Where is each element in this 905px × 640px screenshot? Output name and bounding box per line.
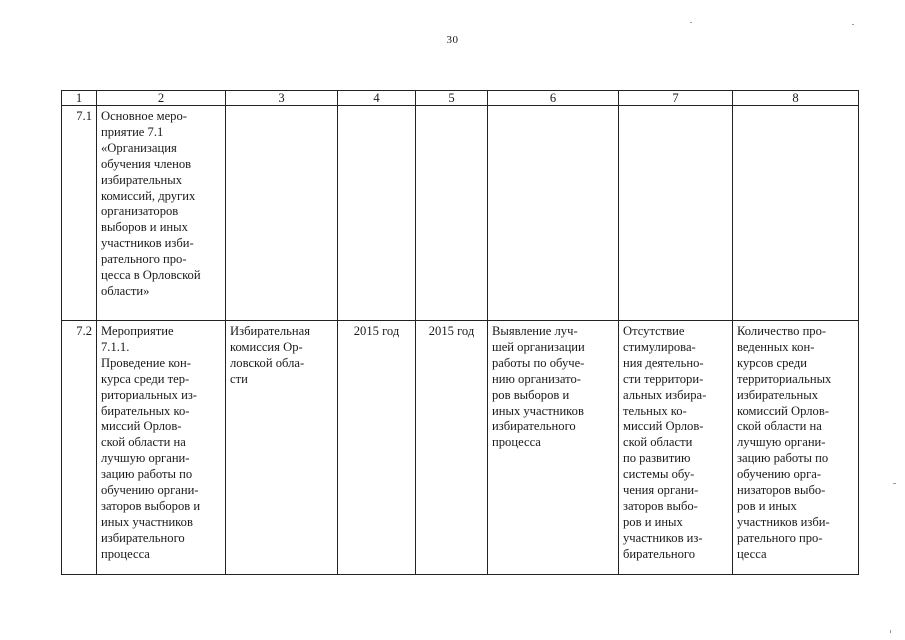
column-number-header-row [62,91,859,106]
consequences-cell: Отсутствие стимулирова- ния деятельно- сти территори- альных избира- тельных ко- миссий Орлов- ской области по развитию системы обу- чения органи- заторов выбо- ров и иных участников из- бирательного [619,321,733,575]
measure-name-cell: Основное меро- приятие 7.1 «Организация обучения членов избирательных комиссий, других организаторов выборов и иных участников изби- рательного про- цесса в Орловской области» [97,106,226,321]
executor-cell: Избирательная комиссия Ор- ловской обла- сти [226,321,338,575]
column-header: 2 [97,91,226,106]
scan-speck [852,24,854,25]
consequences-cell [619,106,733,321]
scan-speck [893,483,896,484]
column-header: 8 [733,91,859,106]
expected-result-cell: Выявление луч- шей организации работы по обуче- нию организато- ров выборов и иных участников избирательного процесса [488,321,619,575]
column-header: 5 [416,91,488,106]
row-number: 7.2 [62,321,97,575]
end-year-cell: 2015 год [416,321,488,575]
indicator-cell [733,106,859,321]
start-year-cell [338,106,416,321]
expected-result-cell [488,106,619,321]
table-row [62,106,859,321]
scan-speck [890,630,891,633]
indicator-cell: Количество про- веденных кон- курсов среди территориальных избирательных комиссий Орлов- ской области на лучшую органи- зацию работы по обучению орга- низаторов выбо- ров и иных участников изби- рательного про- цесса [733,321,859,575]
program-measures-table [61,90,859,575]
start-year-cell: 2015 год [338,321,416,575]
table-row [62,321,859,575]
row-number: 7.1 [62,106,97,321]
scan-speck [690,22,692,23]
executor-cell [226,106,338,321]
column-header: 3 [226,91,338,106]
end-year-cell [416,106,488,321]
page-number: 30 [446,34,459,46]
column-header: 1 [62,91,97,106]
column-header: 7 [619,91,733,106]
column-header: 6 [488,91,619,106]
column-header: 4 [338,91,416,106]
measure-name-cell: Мероприятие 7.1.1. Проведение кон- курса среди тер- риториальных из- бирательных ко- миссий Орлов- ской области на лучшую органи- зацию работы по обучению органи- заторов выборов и иных участников избирательного процесса [97,321,226,575]
